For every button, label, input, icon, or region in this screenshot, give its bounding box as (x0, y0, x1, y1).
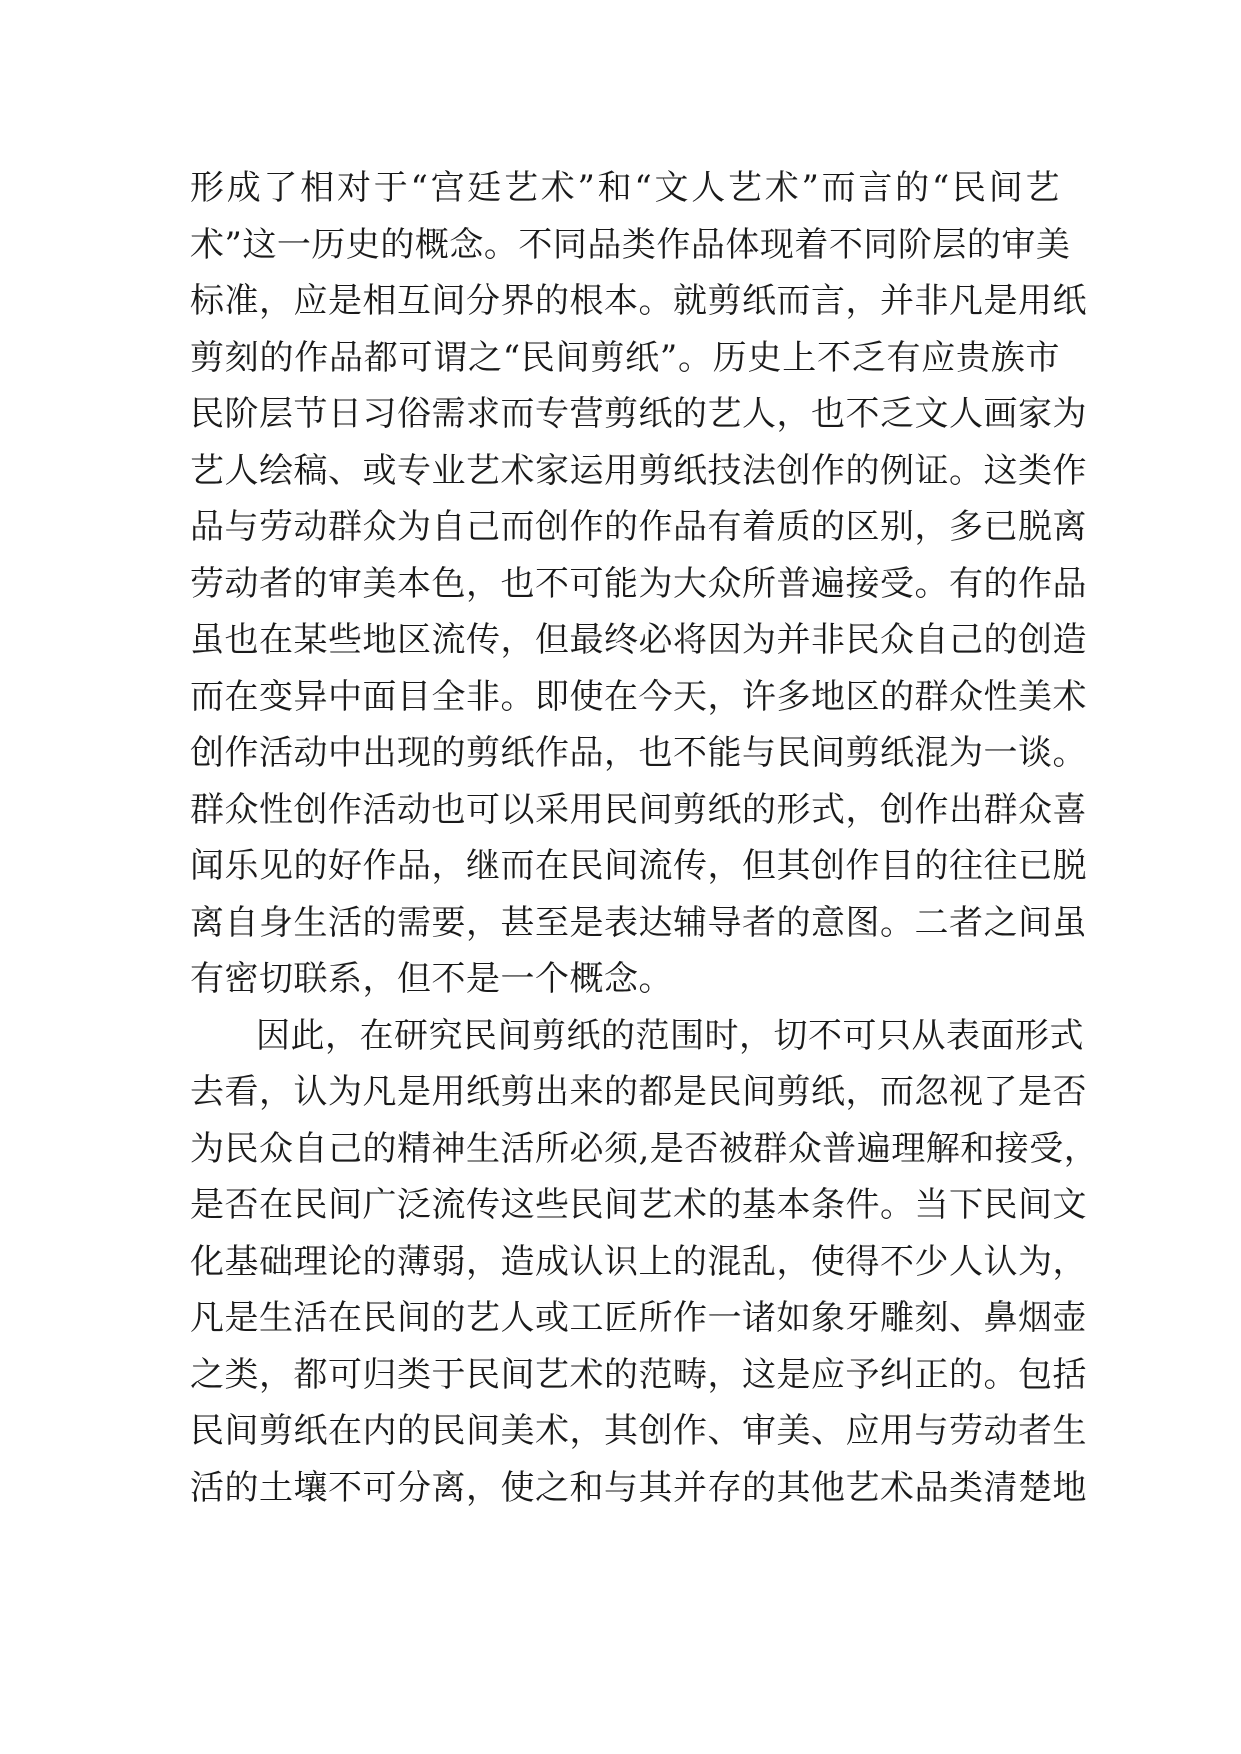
text-line: 凡是生活在民间的艺人或工匠所作一诸如象牙雕刻、鼻烟壶 (190, 1298, 1087, 1338)
text-line: 劳动者的审美本色，也不可能为大众所普遍接受。有的作品 (190, 563, 1087, 604)
text-line: 虽也在某些地区流传，但最终必将因为并非民众自己的创造 (190, 620, 1087, 660)
text-line: 去看，认为凡是用纸剪出来的都是民间剪纸，而忽视了是否 (190, 1072, 1087, 1112)
text-line: 而在变异中面目全非。即使在今天，许多地区的群众性美术 (190, 676, 1087, 717)
text-line: 术”这一历史的概念。不同品类作品体现着不同阶层的审美 (190, 224, 1071, 265)
text-line: 艺人绘稿、或专业艺术家运用剪纸技法创作的例证。这类作 (190, 450, 1087, 491)
text-line: 品与劳动群众为自己而创作的作品有着质的区别，多已脱离 (190, 507, 1087, 547)
text-line: 有密切联系，但不是一个概念。 (190, 959, 673, 999)
body-text (190, 160, 1099, 1516)
text-line: 标准，应是相互间分界的根本。就剪纸而言，并非凡是用纸 (190, 281, 1087, 321)
text-line: 因此，在研究民间剪纸的范围时，切不可只从表面形式 (256, 1015, 1084, 1056)
text-line: 民阶层节日习俗需求而专营剪纸的艺人，也不乏文人画家为 (190, 394, 1087, 434)
text-line: 闻乐见的好作品，继而在民间流传，但其创作目的往往已脱 (190, 846, 1087, 886)
text-line: 民间剪纸在内的民间美术，其创作、审美、应用与劳动者生 (190, 1411, 1087, 1451)
text-line: 是否在民间广泛流传这些民间艺术的基本条件。当下民间文 (190, 1185, 1087, 1225)
text-line: 创作活动中出现的剪纸作品，也不能与民间剪纸混为一谈。 (190, 733, 1087, 773)
text-line: 形成了相对于“宫廷艺术”和“文人艺术”而言的“民间艺 (190, 168, 1060, 208)
text-line: 剪刻的作品都可谓之“民间剪纸”。历史上不乏有应贵族市 (190, 337, 1060, 378)
text-line: 化基础理论的薄弱，造成认识上的混乱，使得不少人认为， (190, 1241, 1087, 1282)
text-line: 之类，都可归类于民间艺术的范畴，这是应予纠正的。包括 (190, 1354, 1087, 1395)
paragraph-2 (190, 1008, 1099, 1517)
text-line: 离自身生活的需要，甚至是表达辅导者的意图。二者之间虽 (190, 902, 1087, 943)
text-line: 为民众自己的精神生活所必须,是否被群众普遍理解和接受， (190, 1128, 1099, 1169)
text-line: 活的土壤不可分离，使之和与其并存的其他艺术品类清楚地 (190, 1467, 1087, 1508)
text-line: 群众性创作活动也可以采用民间剪纸的形式，创作出群众喜 (190, 789, 1087, 830)
paragraph-1 (190, 160, 1087, 1008)
